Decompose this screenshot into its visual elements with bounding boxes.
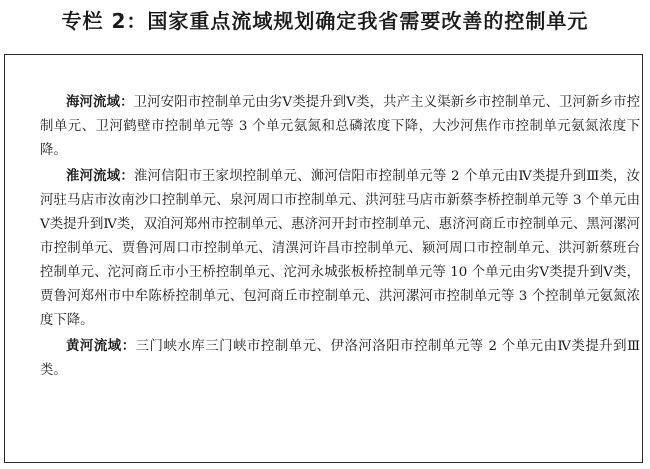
basin-name: 淮河流域： xyxy=(66,169,134,184)
basin-name: 海河流域： xyxy=(66,95,134,110)
section-text: 淮河信阳市王家坝控制单元、浉河信阳市控制单元等 2 个单元由Ⅳ类提升到Ⅲ类，汝河驻马店市汝南沙口控制单元、泉河周口市控制单元、洪河驻马店市新蔡李桥控制单元等 3 个单元由Ⅴ类提升到Ⅳ类，双洎河郑州市控制单元、惠济河开封市控制单元、惠济河商丘市控制单元、黑河漯河市控制单元、贾鲁河周口市控制单元、清潩河许昌市控制单元、颍河周口市控制单元、洪河新蔡班台控制单元、沱河商丘市小王桥控制单元、沱河永城张板桥控制单元等 10 个单元由劣Ⅴ类提升到Ⅴ类，贾鲁河郑州市中牟陈桥控制单元、包河商丘市控制单元、洪河漯河市控制单元等 3 个控制单元氨氮浓度下降。 xyxy=(40,169,641,328)
section-text: 卫河安阳市控制单元由劣Ⅴ类提升到Ⅴ类，共产主义渠新乡市控制单元、卫河新乡市控制单元、卫河鹤壁市控制单元等 3 个单元氨氮和总磷浓度下降，大沙河焦作市控制单元氨氮浓度下降。 xyxy=(40,95,640,158)
page-title: 专栏 2：国家重点流域规划确定我省需要改善的控制单元 xyxy=(61,9,589,33)
section-text: 三门峡水库三门峡市控制单元、伊洛河洛阳市控制单元等 2 个单元由Ⅳ类提升到Ⅲ类。 xyxy=(40,339,641,378)
column-content xyxy=(40,91,641,385)
section-haihe xyxy=(40,91,640,163)
section-huanghe xyxy=(40,335,640,383)
section-huaihe xyxy=(40,165,640,333)
basin-name: 黄河流域： xyxy=(66,339,136,354)
